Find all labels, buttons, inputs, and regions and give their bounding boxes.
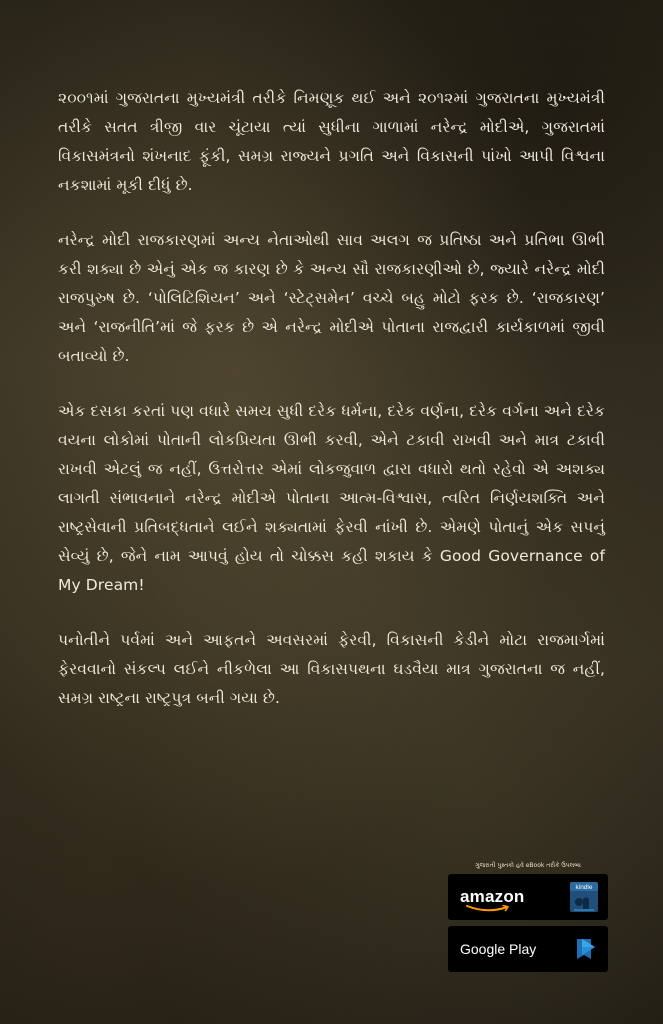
ebook-availability-caption: ગુજરાતી પુસ્તકો હવે eBook તરીકે ઉપલબ્ધ bbox=[475, 862, 581, 869]
blurb-paragraph-3: એક દસકા કરતાં પણ વધારે સમય સુધી દરેક ધર્મના, દરેક વર્ણના, દરેક વર્ગના અને દરેક વયના લોકોમાં પોતાની લોકપ્રિયતા ઊભી કરવી, એને ટકાવી રાખવી અને માત્ર ટકાવી રાખવી એટલું જ નહીં, ઉત્તરોત્તર એમાં લોકજુવાળ દ્વારા વધારો થતો રહેવો એ અશક્ય લાગતી સંભાવનાને નરેન્દ્ર મોદીએ પોતાના આત્મ-વિશ્વાસ, ત્વરિત નિર્ણયશક્તિ અને રાષ્ટ્રસેવાની પ્રતિબદ્ધતાને લઈને શક્યતામાં ફેરવી નાંખી છે. એમણે પોતાનું એક સપનું સેવ્યું છે, જેને નામ આપવું હોય તો ચોક્કસ કહી શકાય કે Good Governance of My Dream! bbox=[58, 402, 605, 594]
amazon-logo bbox=[460, 887, 525, 907]
kindle-label: kindle bbox=[575, 884, 593, 891]
kindle-icon bbox=[570, 882, 598, 912]
ebook-store-badges bbox=[448, 862, 608, 978]
amazon-logo-text: amazon bbox=[460, 887, 525, 906]
blurb-paragraph-4: પનોતીને પર્વમાં અને આફતને અવસરમાં ફેરવી, વિકાસની કેડીને મોટા રાજમાર્ગમાં ફેરવવાનો સંકલ્પ લઈને નીકળેલા આ વિકાસપથના ઘડવૈયા માત્ર ગુજરાતના જ નહીં, સમગ્ર રાષ્ટ્રના રાષ્ટ્રપુત્ર બની ગયા છે. bbox=[58, 631, 605, 707]
amazon-kindle-badge[interactable] bbox=[448, 874, 608, 920]
blurb-paragraph-1: ૨૦૦૧માં ગુજરાતના મુખ્યમંત્રી તરીકે નિમણૂક થઈ અને ૨૦૧૨માં ગુજરાતના મુખ્યમંત્રી તરીકે સતત ત્રીજી વાર ચૂંટાયા ત્યાં સુધીના ગાળામાં નરેન્દ્ર મોદીએ, ગુજરાતમાં વિકાસમંત્રનો શંખનાદ ફૂંકી, સમગ્ર રાજ્યને પ્રગતિ અને વિકાસની પાંખો આપી વિશ્વના નકશામાં મૂકી દીધું છે. bbox=[58, 89, 605, 194]
amazon-smile-icon bbox=[466, 905, 510, 913]
google-play-books-icon bbox=[574, 936, 598, 962]
google-play-label: Google Play bbox=[460, 941, 537, 957]
blurb-text bbox=[58, 84, 605, 739]
google-play-badge[interactable] bbox=[448, 926, 608, 972]
blurb-paragraph-2: નરેન્દ્ર મોદી રાજકારણમાં અન્ય નેતાઓથી સાવ અલગ જ પ્રતિષ્ઠા અને પ્રતિભા ઊભી કરી શક્યા છે એનું એક જ કારણ છે કે અન્ય સૌ રાજકારણીઓ છે, જ્યારે નરેન્દ્ર મોદી રાજપુરુષ છે. ‘પોલિટિશિયન’ અને ‘સ્ટેટ્સમેન’ વચ્ચે બહુ મોટો ફરક છે. ‘રાજકારણ’ અને ‘રાજનીતિ’માં જે ફરક છે એ નરેન્દ્ર મોદીએ પોતાના રાજદ્વારી કાર્યકાળમાં જીવી બતાવ્યો છે. bbox=[58, 231, 605, 365]
